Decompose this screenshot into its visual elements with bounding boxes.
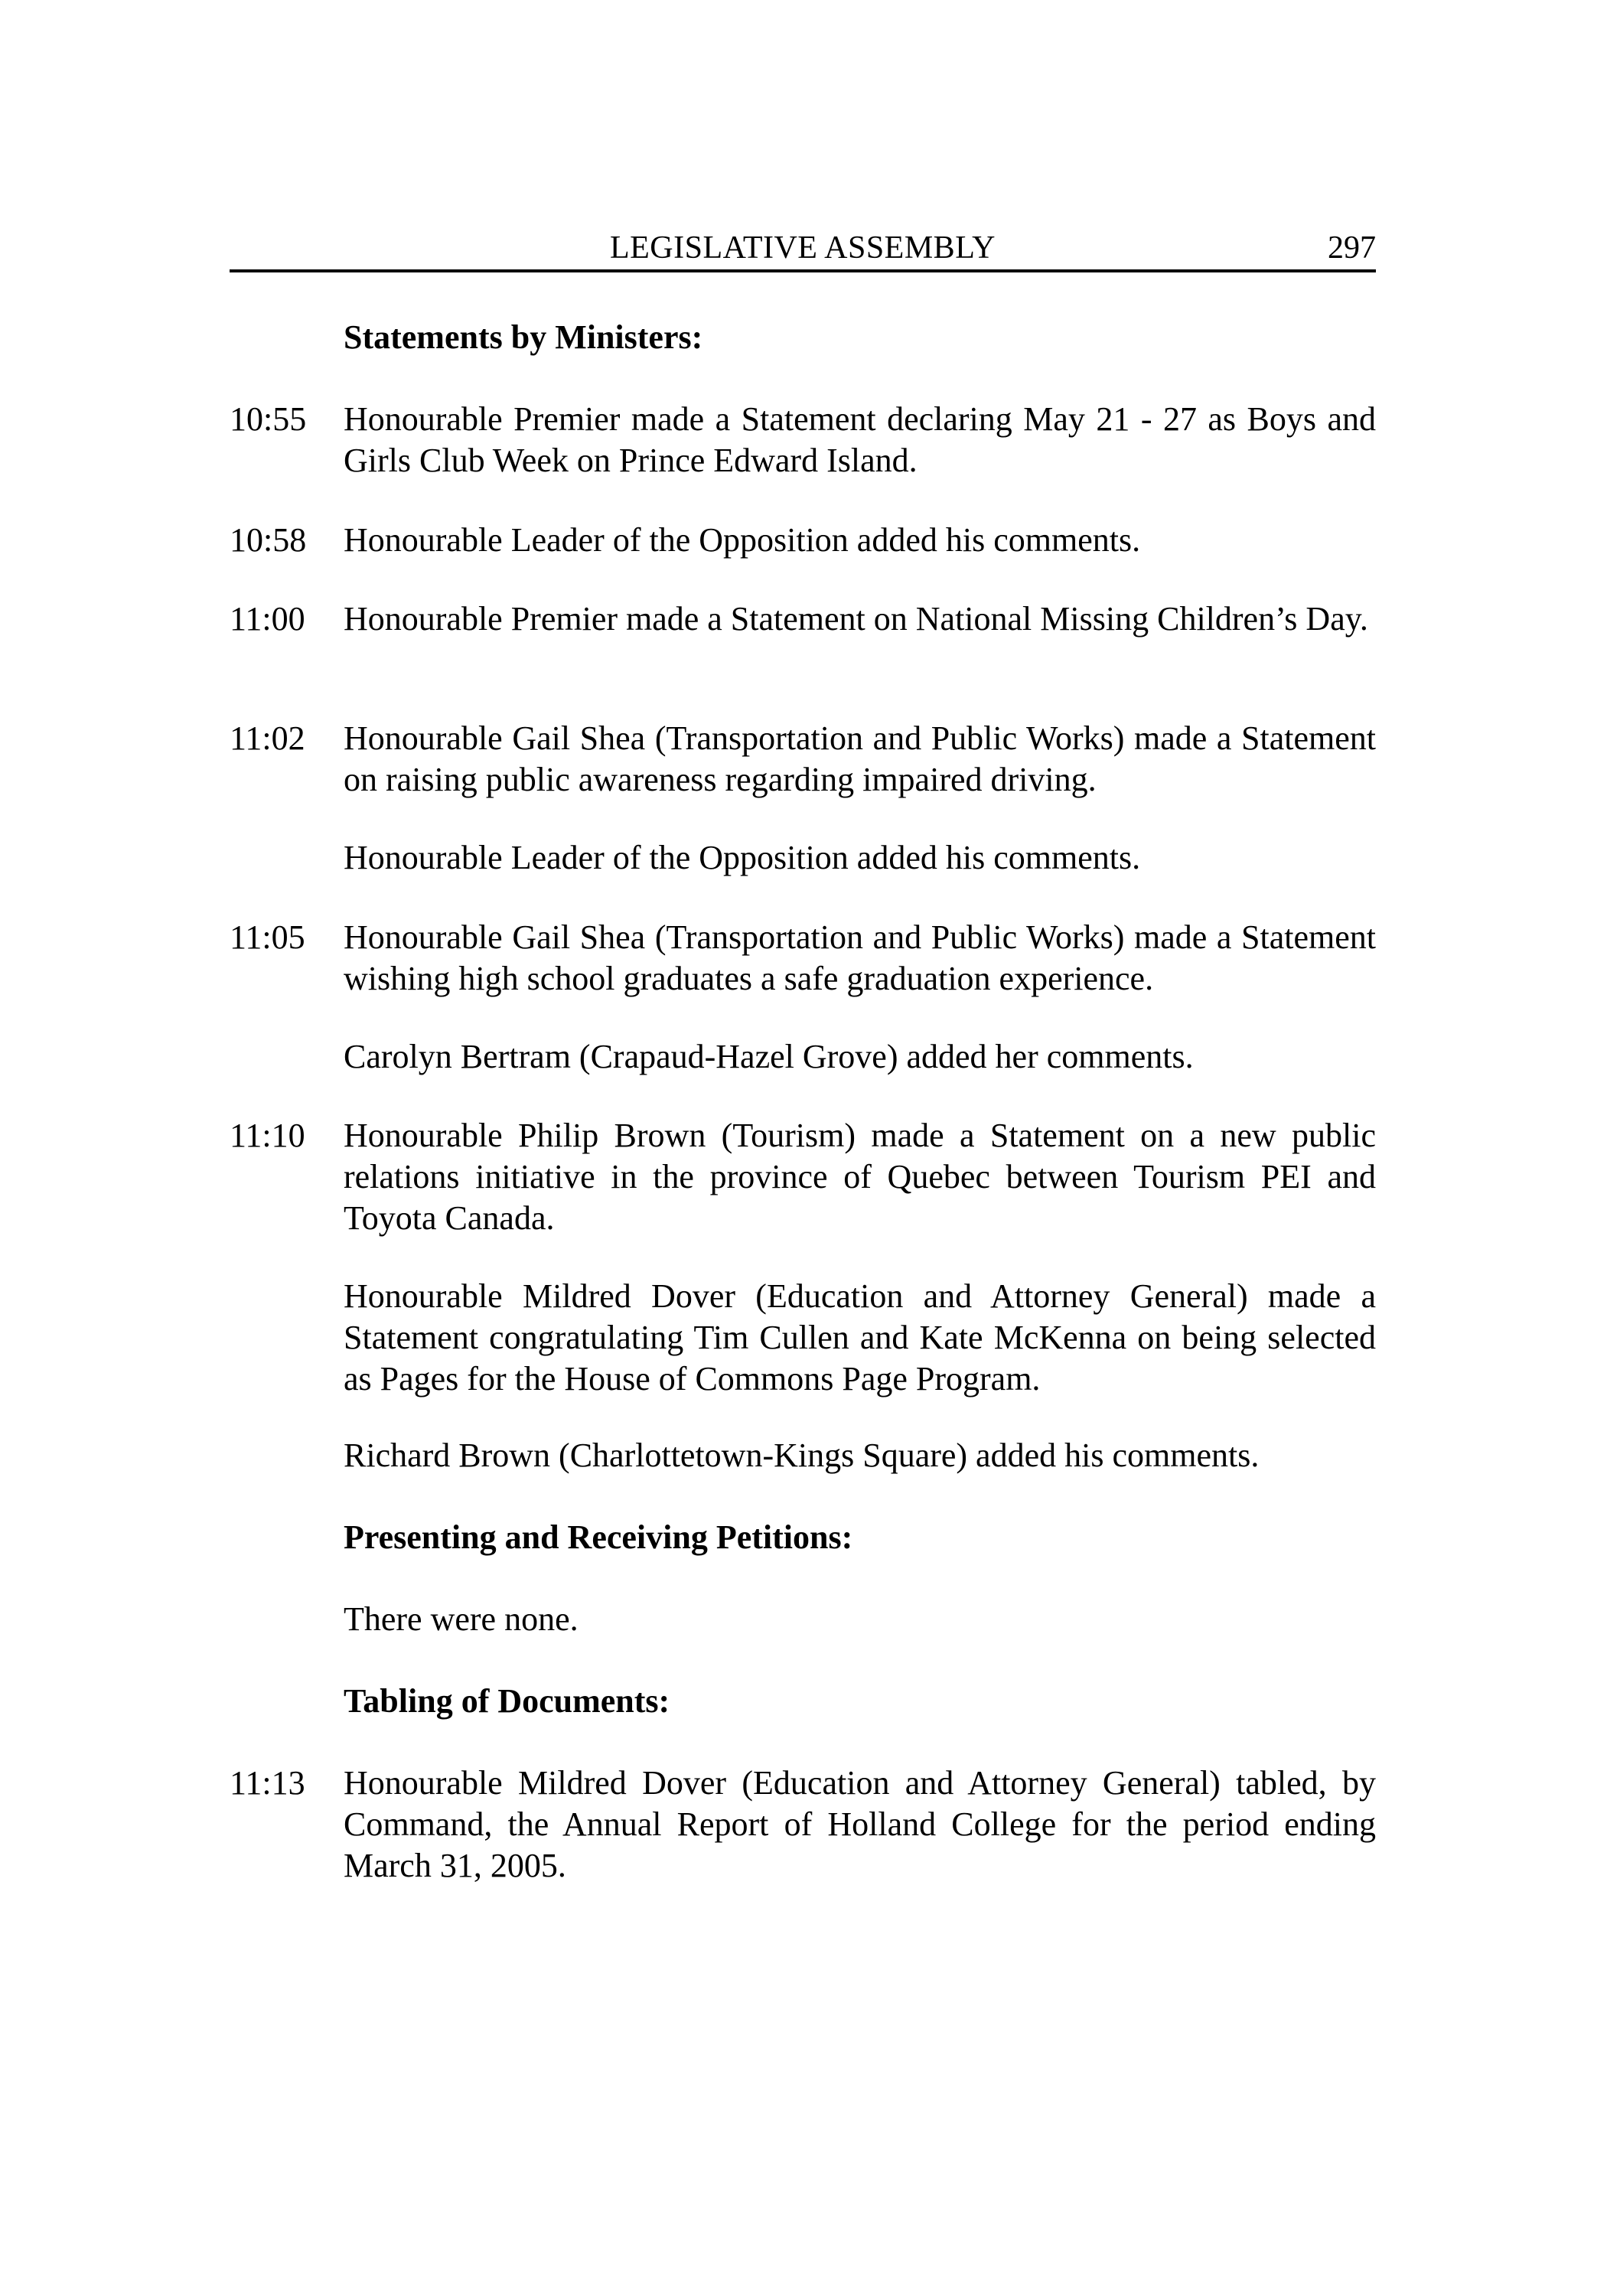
entry-time: 11:02 <box>230 719 305 757</box>
entry-time: 11:05 <box>230 918 305 956</box>
page-header <box>230 227 1376 272</box>
section-heading-statements: Statements by Ministers: <box>344 318 703 356</box>
entry-text: Honourable Philip Brown (Tourism) made a Statement on a new public relations initiative in the province of Quebec between Tourism PEI and Toyota Canada. <box>344 1117 1376 1237</box>
entry-text: Honourable Leader of the Opposition added his comments. <box>344 521 1141 559</box>
entry-text: Richard Brown (Charlottetown-Kings Square) added his comments. <box>344 1437 1260 1474</box>
entry-text: Honourable Gail Shea (Transportation and Public Works) made a Statement wishing high school graduates a safe graduation experience. <box>344 918 1376 997</box>
entry-text: Honourable Premier made a Statement declaring May 21 - 27 as Boys and Girls Club Week on Prince Edward Island. <box>344 400 1376 479</box>
section-heading-tabling: Tabling of Documents: <box>344 1682 670 1720</box>
entry-text: Honourable Premier made a Statement on National Missing Children’s Day. <box>344 600 1368 638</box>
entry-text: Honourable Gail Shea (Transportation and Public Works) made a Statement on raising public awareness regarding impaired driving. <box>344 719 1376 798</box>
entry-time: 11:13 <box>230 1764 305 1802</box>
page-number: 297 <box>1328 230 1376 266</box>
entry-text: Honourable Leader of the Opposition added his comments. <box>344 839 1141 876</box>
section-heading-petitions: Presenting and Receiving Petitions: <box>344 1518 853 1556</box>
entry-text: Honourable Mildred Dover (Education and Attorney General) tabled, by Command, the Annual Report of Holland College for the period ending March 31, 2005. <box>344 1764 1376 1884</box>
entry-time: 10:55 <box>230 400 307 438</box>
entry-time: 10:58 <box>230 521 307 559</box>
entry-time: 11:10 <box>230 1117 305 1154</box>
entry-text: There were none. <box>344 1600 579 1638</box>
entry-time: 11:00 <box>230 600 305 638</box>
entry-text: Honourable Mildred Dover (Education and Attorney General) made a Statement congratulating Tim Cullen and Kate McKenna on being selected as Pages for the House of Commons Page Program. <box>344 1277 1376 1397</box>
running-title: LEGISLATIVE ASSEMBLY <box>610 230 996 266</box>
entry-text: Carolyn Bertram (Crapaud-Hazel Grove) added her comments. <box>344 1038 1194 1075</box>
